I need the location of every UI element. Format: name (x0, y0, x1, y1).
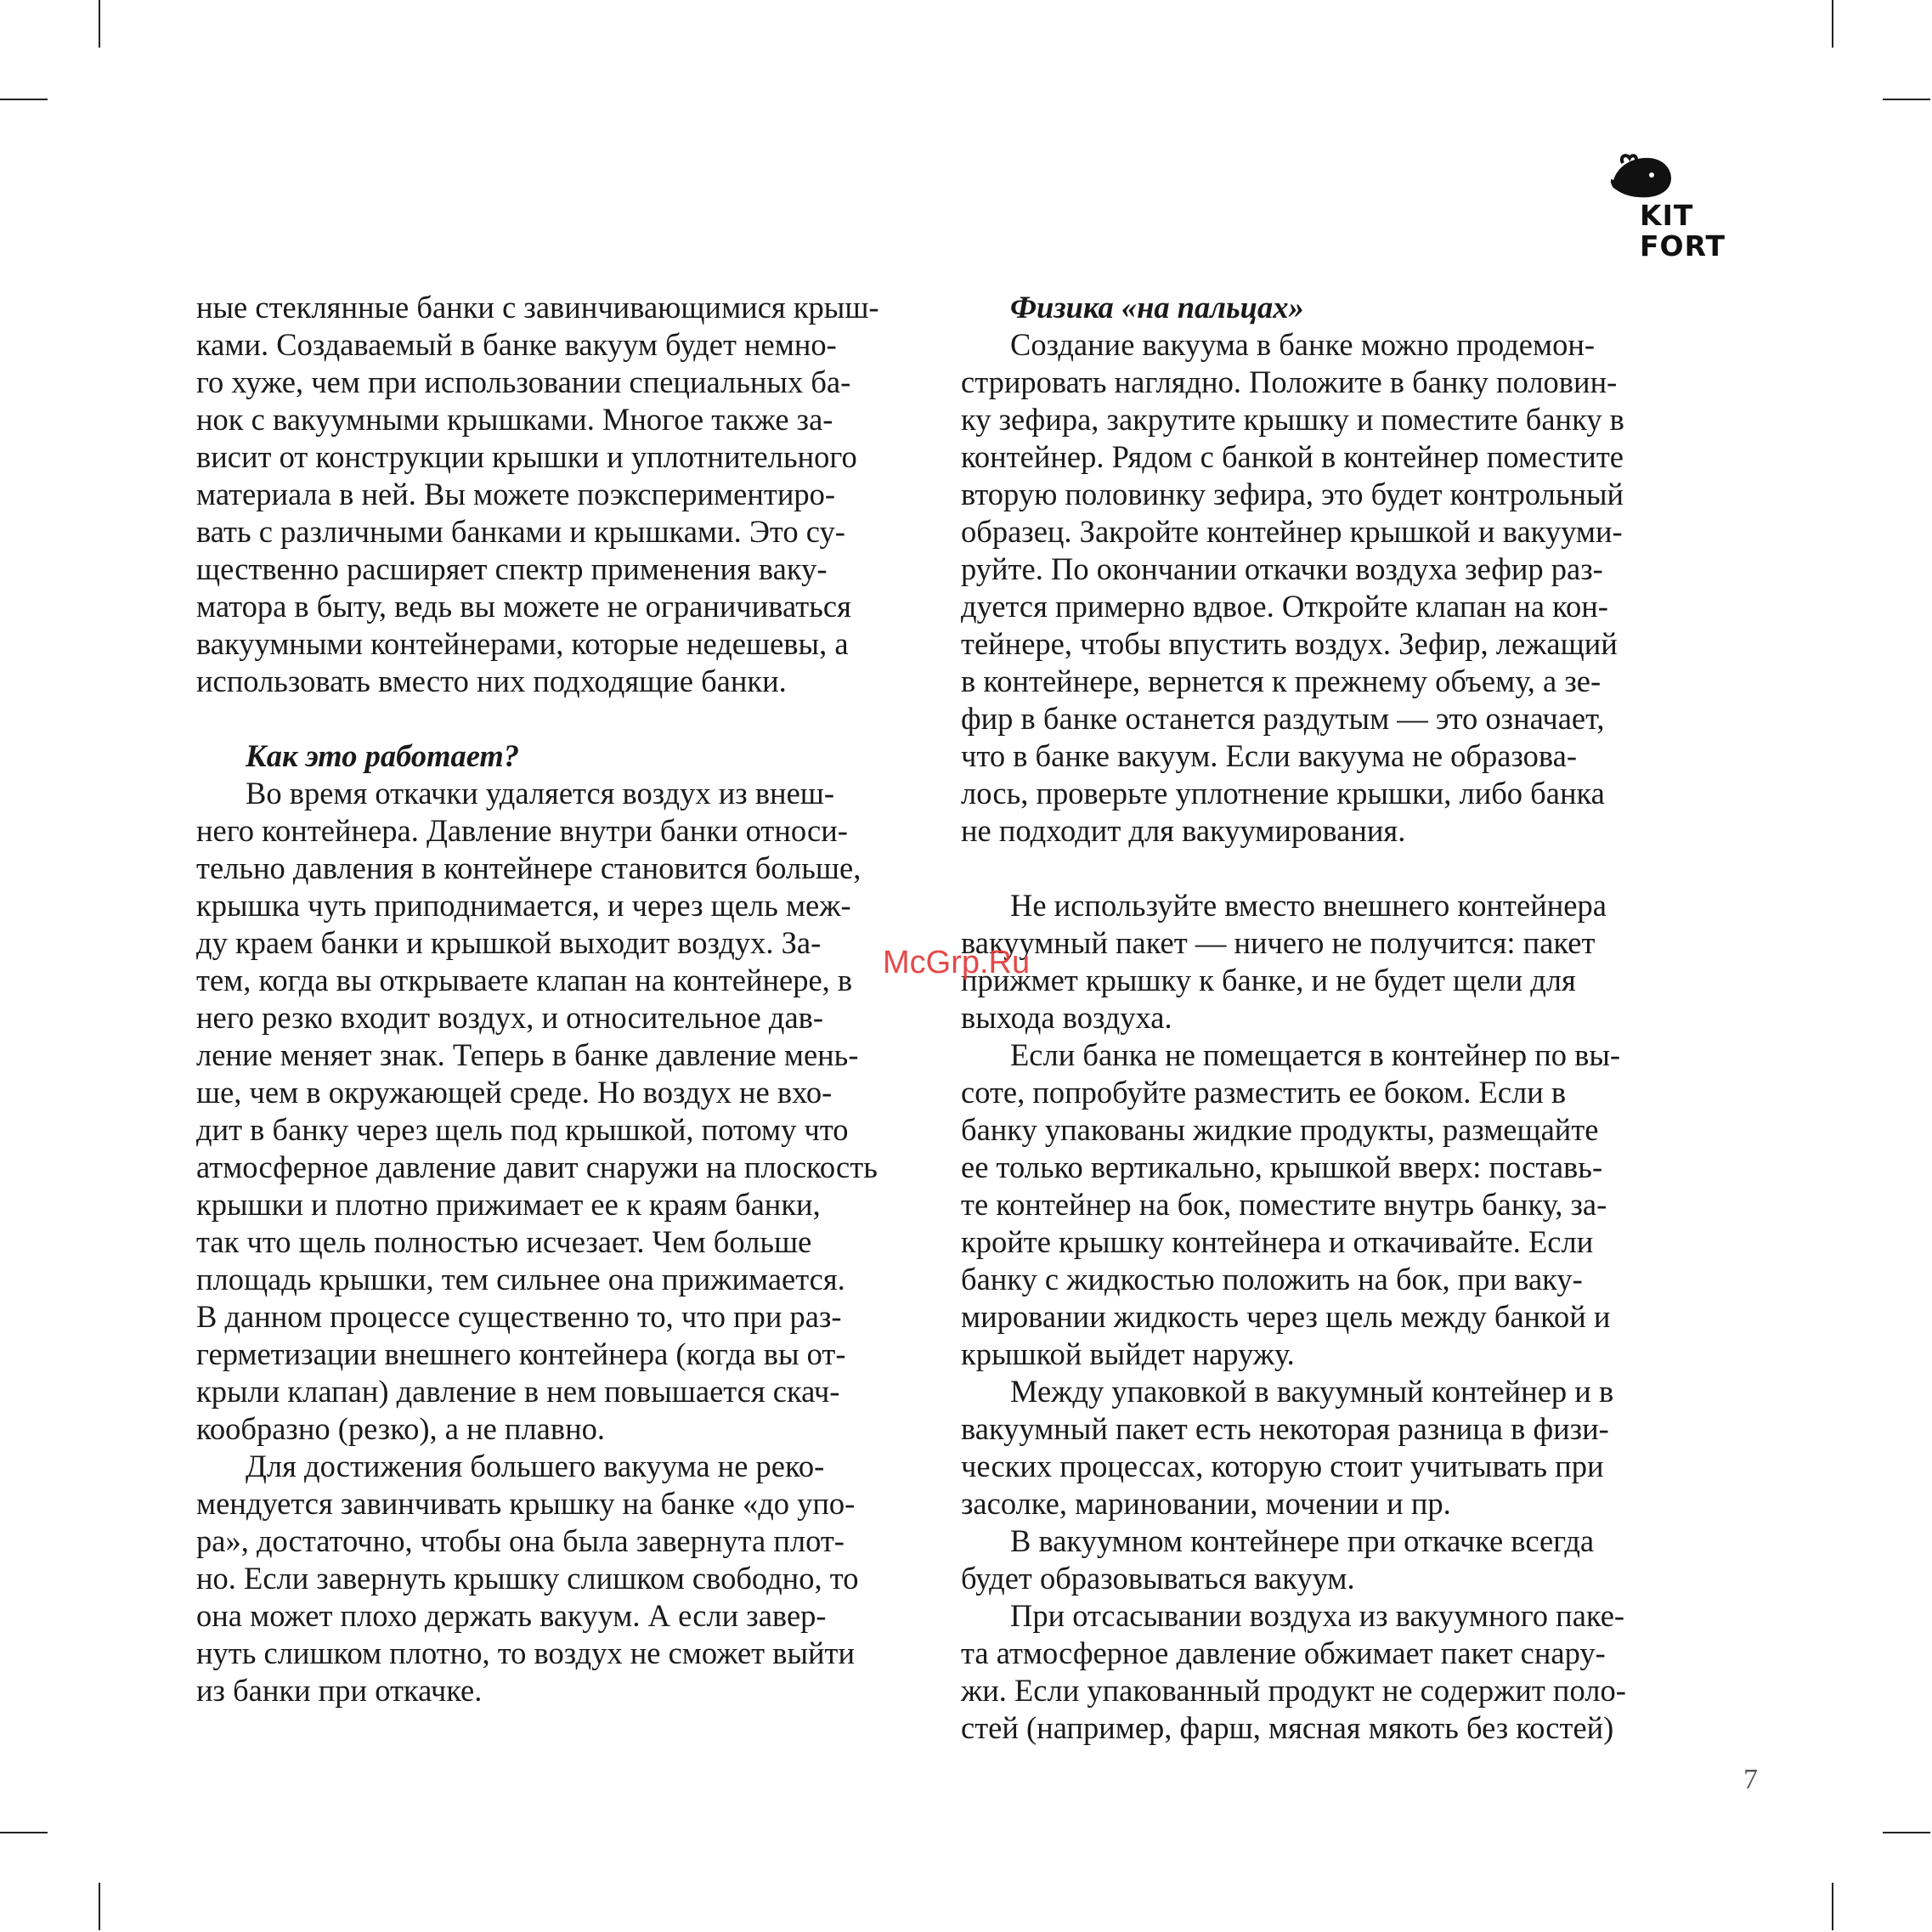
right-paragraph-5: В вакуумном контейнере при откачке всегда будет образовываться вакуум. (961, 1523, 1595, 1596)
crop-mark (1832, 1883, 1833, 1930)
page-number: 7 (1743, 1764, 1758, 1795)
right-paragraph-2: Не используйте вместо внешнего контейнера вакуумный пакет — ничего не получится: пакет прижмет крышку к банке, и не будет щели для выхода воздуха. (961, 888, 1607, 1035)
crop-mark (99, 1883, 100, 1930)
logo-line-fort: FORT (1640, 229, 1726, 263)
logo-text (1640, 201, 1726, 262)
right-column (961, 289, 1709, 1747)
crop-mark (99, 0, 100, 48)
watermark: McGrp.Ru (883, 945, 1031, 980)
left-paragraph-2: Во время откачки удаляется воздух из внеш- него контейнера. Давление внутри банки относи- тельно давления в контейнере становится больше, крышка чуть приподнимается, и через щель меж- ду краем банки и крышкой выходит воздух. За- тем, когда вы открываете клапан на контейнере, в него резко входит воздух, и относительное дав- ление меняет знак. Теперь в банке давление мень- ше, чем в окружающей среде. Но воздух не вхо- дит в банку через щель под крышкой, потому что атмосферное давление давит снаружи на плоскость крышки и плотно прижимает ее к краям банки, так что щель полностью исчезает. Чем больше площадь крышки, тем сильнее она прижимается. В данном процессе существенно то, что при раз- герметизации внешнего контейнера (когда вы от- крыли клапан) давление в нем повышается скач- кообразно (резко), а не плавно. (196, 776, 878, 1446)
left-paragraph-1: ные стеклянные банки с завинчивающимися крыш- ками. Создаваемый в банке вакуум будет немно- го хуже, чем при использовании специальных ба- нок с вакуумными крышками. Многое также за- висит от конструкции крышки и уплотнительного материала в ней. Вы можете поэкспериментиро- вать с различными банками и крышками. Это су- щественно расширяет спектр применения ваку- матора в быту, ведь вы можете не ограничиваться вакуумными контейнерами, которые недешевы, а использовать вместо них подходящие банки. (196, 290, 879, 698)
right-paragraph-6: При отсасывании воздуха из вакуумного паке- та атмосферное давление обжимает пакет снару- жи. Если упакованный продукт не содержит поло- стей (например, фарш, мясная мякоть без костей) (961, 1598, 1626, 1745)
left-paragraph-3: Для достижения большего вакуума не реко- мендуется завинчивать крышку на банке «до упо- ра», достаточно, чтобы она была завернута плот- но. Если завернуть крышку слишком свободно, то она может плохо держать вакуум. А если завер- нуть слишком плотно, то воздух не сможет выйти из банки при откачке. (196, 1449, 859, 1708)
right-paragraph-1: Создание вакуума в банке можно продемон- стрировать наглядно. Положите в банку половин- ку зефира, закрутите крышку и поместите банку в контейнер. Рядом с банкой в контейнер поместите вторую половинку зефира, это будет контрольный образец. Закройте контейнер крышкой и вакууми- руйте. По окончании откачки воздуха зефир раз- дуется примерно вдвое. Откройте клапан на кон- тейнере, чтобы впустить воздух. Зефир, лежащий в контейнере, вернется к прежнему объему, а зе- фир в банке останется раздутым — это означает, что в банке вакуум. Если вакуума не образова- лось, проверьте уплотнение крышки, либо банка не подходит для вакуумирования. (961, 327, 1624, 848)
right-paragraph-4: Между упаковкой в вакуумный контейнер и в вакуумный пакет есть некоторая разница в физи- ческих процессах, которую стоит учитывать при засолке, мариновании, мочении и пр. (961, 1374, 1614, 1521)
heading-how-it-works: Как это работает? (246, 738, 520, 773)
spacer (961, 850, 1709, 887)
heading-physics: Физика «на пальцах» (1010, 290, 1304, 325)
kitfort-logo (1611, 153, 1726, 263)
crop-mark (1832, 0, 1833, 48)
right-paragraph-3: Если банка не помещается в контейнер по вы- соте, попробуйте разместить ее боком. Если в банку упакованы жидкие продукты, размещайте ее только вертикально, крышкой вверх: поставь- те контейнер на бок, поместите внутрь банку, за- кройте крышку контейнера и откачивайте. Если банку с жидкостью положить на бок, при ваку- мировании жидкость через щель между банкой и крышкой выйдет наружу. (961, 1037, 1621, 1371)
crop-mark (1883, 99, 1930, 100)
left-column (196, 289, 927, 1709)
crop-mark (0, 99, 48, 100)
spacer (196, 700, 927, 737)
whale-icon (1611, 153, 1721, 204)
crop-mark (0, 1832, 48, 1833)
logo-line-kit: KIT (1640, 199, 1694, 232)
crop-mark (1883, 1832, 1930, 1833)
